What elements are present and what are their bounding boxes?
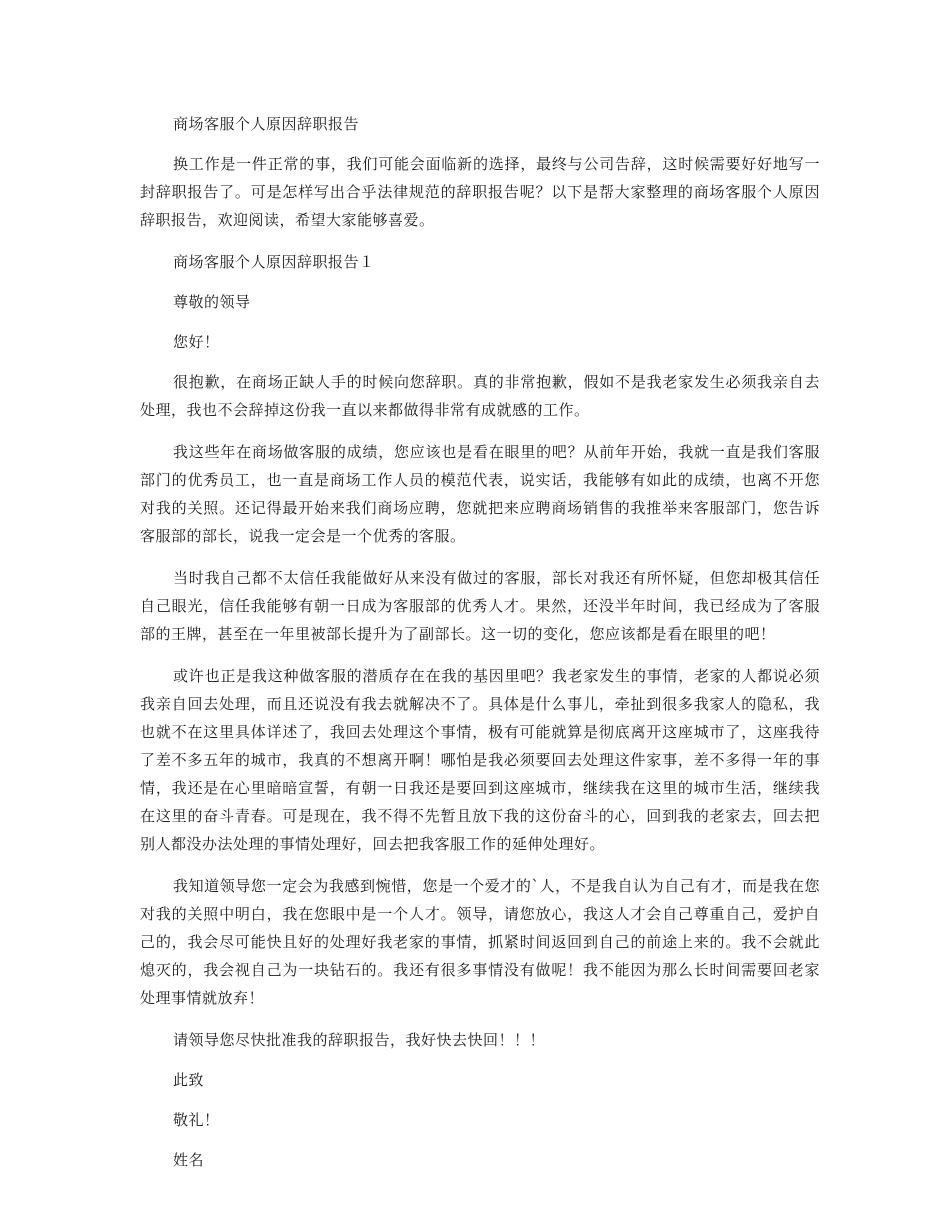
document-page [140, 110, 820, 1186]
body-paragraph-5: 我知道领导您一定会为我感到惋惜，您是一个爱才的`人，不是我自认为自己有才，而是我在您对我的关照中明白，我在您眼中是一个人才。领导，请您放心，我这人才会自己尊重自己，爱护自己的，我会尽可能快且好的处理好我老家的事情，抓紧时间返回到自己的前途上来的。我不会就此熄灭的，我会视自己为一块钻石的。我还有很多事情没有做呢！我不能因为那么长时间需要回老家处理事情就放弃！ [140, 877, 820, 1007]
greeting: 您好！ [173, 333, 220, 351]
document-title: 商场客服个人原因辞职报告 [173, 115, 360, 133]
body-paragraph-1: 很抱歉，在商场正缺人手的时候向您辞职。真的非常抱歉，假如不是我老家发生必须我亲自去处理，我也不会辞掉这份我一直以来都做得非常有成就感的工作。 [140, 373, 820, 419]
body-paragraph-6: 请领导您尽快批准我的辞职报告，我好快去快回！！！ [173, 1031, 546, 1049]
body-paragraph-2: 我这些年在商场做客服的成绩，您应该也是看在眼里的吧？从前年开始，我就一直是我们客服部门的优秀员工，也一直是商场工作人员的模范代表，说实话，我能够有如此的成绩，也离不开您对我的关照。还记得最开始来我们商场应聘，您就把来应聘商场销售的我推举来客服部门，您告诉客服部的部长，说我一定会是一个优秀的客服。 [140, 443, 820, 545]
signature-line: 姓名 [173, 1151, 205, 1169]
body-paragraph-3: 当时我自己都不太信任我能做好从来没有做过的客服，部长对我还有所怀疑，但您却极其信任自己眼光，信任我能够有朝一日成为客服部的优秀人才。果然，还没半年时间，我已经成为了客服部的王牌，甚至在一年里被部长提升为了副部长。这一切的变化，您应该都是看在眼里的吧！ [140, 569, 820, 643]
regards-line: 敬礼！ [173, 1111, 220, 1129]
closing-line: 此致 [173, 1071, 205, 1089]
section-title: 商场客服个人原因辞职报告１ [173, 253, 375, 271]
salutation: 尊敬的领导 [173, 293, 251, 311]
body-paragraph-4: 或许也正是我这种做客服的潜质存在在我的基因里吧？我老家发生的事情，老家的人都说必须我亲自回去处理，而且还说没有我去就解决不了。具体是什么事儿，牵扯到很多我家人的隐私，我也就不在这里具体详述了，我回去处理这个事情，极有可能就算是彻底离开这座城市了，这座我待了差不多五年的城市，我真的不想离开啊！哪怕是我必须要回去处理这件家事，差不多得一年的事情，我还是在心里暗暗宣誓，有朝一日我还是要回到这座城市，继续我在这里的城市生活，继续我在这里的奋斗青春。可是现在，我不得不先暂且放下我的这份奋斗的心，回到我的老家去，回去把别人都没办法处理的事情处理好，回去把我客服工作的延伸处理好。 [140, 667, 820, 853]
intro-paragraph: 换工作是一件正常的事，我们可能会面临新的选择，最终与公司告辞，这时候需要好好地写一封辞职报告了。可是怎样写出合乎法律规范的辞职报告呢？以下是帮大家整理的商场客服个人原因辞职报告，欢迎阅读，希望大家能够喜爱。 [140, 155, 820, 229]
